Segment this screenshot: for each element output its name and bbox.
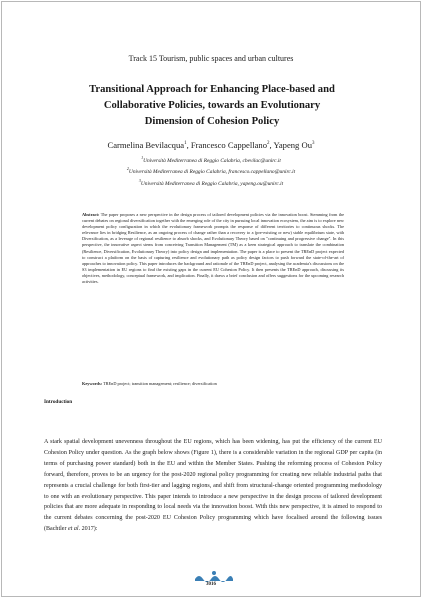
track-header: Track 15 Tourism, public spaces and urban cultures — [128, 54, 294, 63]
abstract — [82, 212, 344, 285]
affiliation-text: Università Mediterranea di Reggio Calabria, francesco.cappellano@unirc.it — [128, 169, 296, 176]
keywords — [82, 381, 344, 386]
author-mark: 1 — [184, 141, 187, 147]
keywords-text: TREnD project; transition management; resilience; diversification — [103, 381, 217, 386]
affiliation — [2, 177, 420, 188]
affiliation-mark: 1 — [141, 155, 144, 160]
title-line: Transitional Approach for Enhancing Place-based and — [89, 84, 335, 95]
affiliation — [2, 165, 420, 176]
section-heading: Introduction — [44, 399, 73, 405]
paragraph-text: A stark spatial development unevenness throughout the EU regions, which has been widening, has put the efficiency of the current EU Cohesion Policy under question. As the graph below shows (Figure 1), there is a considerable variation in the regional GDP per capita (in terms of purchasing power standard) both in the EU and within the Member States. Pushing the reforming process of Cohesion Policy forward, therefore, proves to be an urgency for the post-2020 regional policy programming for creating new reliable industrial paths that represents a crucial challenge for both first-tier and lagging regions, and shift from structural-change oriented programming methodology to one with an evolutionary perspective. This paper intends to introduce a new perspective in the design process of tailored development policies that are more adequate in responding to local needs via the innovation boost. With this new perspective, it is aimed to respond to the current debates concerning the post-2020 EU Cohesion Policy programming which have focalised around the following issues (Bachtler — [44, 439, 382, 533]
keywords-label: Keywords: — [82, 381, 103, 386]
title-line: Dimension of Cohesion Policy — [144, 116, 280, 127]
wave-logo-icon — [194, 570, 234, 582]
abstract-text: The paper proposes a new perspective in the design process of tailored development policies via the innovation boost. Stemming from the current debates on regional diversification together with the emerging role of the city in pursuing local innovation ecosystem, the aim is to explore new development policy configuration in which the evolutionary framework prompts the response of different territories to continuous shocks. The relevance lies in bridging Resilience, as an ongoing process of change rather than a recovery to a (pre-existing or new) stable equilibrium state, with Diversification, as a leverage of regional resilience to absorb shocks, and Evolutionary Theory based on "continuing and progressive change". In this perspective, the innovative aspect stems from conceiving Transition Management (TM) as a keen strategical approach to translate the combination (Resilience, Diversification, Evolutionary Theory) into policy design and implementation. The paper is a place to present the TREnD project expected to construct a platform on the basis of capturing resilience and evolutionary path as policy design factors to push forward the state-of-the-art of approaches to innovation policy. This paper introduces the background and rationale of the TREnD project, analysing the academia's discussions on the S3 implementation in EU regions to find the existing gaps in the current EU Cohesion Policy. It then presents the TREnD approach, discussing its objectives, methodology, conceptual framework, and implication. Finally, it draws a brief conclusion and offers suggestions for the upcoming research activities. — [82, 212, 344, 285]
paper-title — [42, 82, 382, 130]
author-name: Carmelina Bevilacqua — [107, 140, 185, 150]
citation-italic: et al — [68, 526, 79, 533]
author-name: Francesco Cappellano — [190, 140, 267, 150]
affiliation-mark: 3 — [138, 177, 141, 183]
affiliation — [2, 154, 420, 165]
introduction-paragraph — [44, 437, 382, 535]
page-number: 3016 — [206, 582, 216, 587]
affiliation-list — [2, 154, 420, 188]
author-mark: 2 — [267, 141, 270, 147]
abstract-label: Abstract: — [82, 212, 100, 217]
author-list: Carmelina Bevilacqua$^1$, Francesco Cappellano$^2$, Yapeng Ou$^3$ — [107, 140, 315, 150]
title-line: Collaborative Policies, towards an Evolutionary — [103, 100, 321, 111]
affiliation-mark: 2 — [126, 166, 129, 172]
author-name: Yapeng Ou — [273, 140, 313, 150]
affiliation-text: Università Mediterranea di Reggio Calabria, yapeng.ou@unirc.it — [140, 180, 284, 187]
author-mark: 3 — [312, 141, 315, 147]
citation-end: . 2017): — [78, 526, 98, 533]
paper-page — [1, 1, 421, 597]
affiliation-text: Università Mediterranea di Reggio Calabria, cbevilac@unirc.it — [143, 157, 281, 164]
